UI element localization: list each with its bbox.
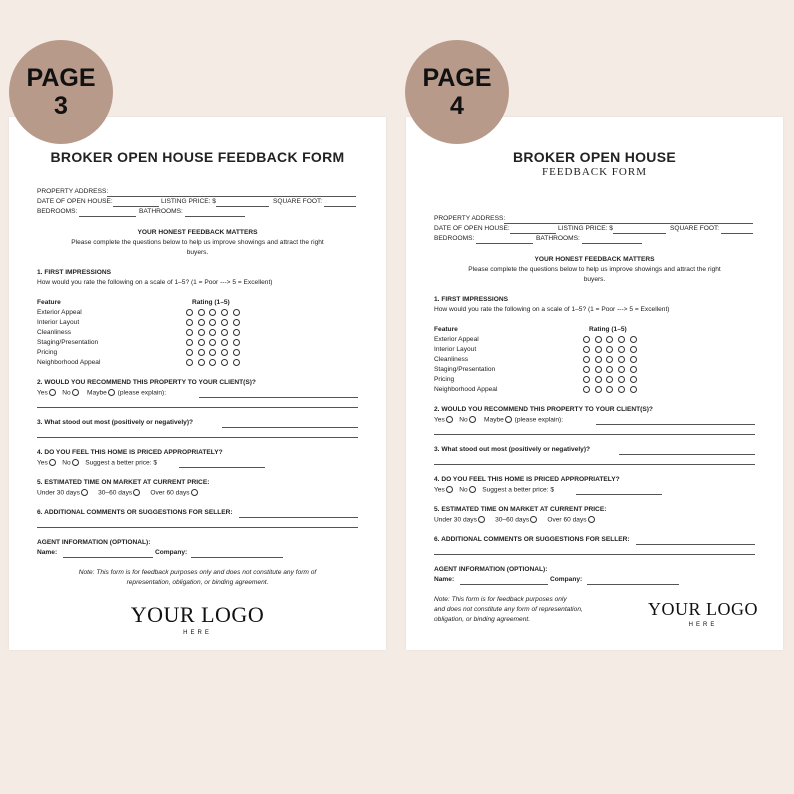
- rating-radio-row: [581, 376, 639, 383]
- rating-radio[interactable]: [233, 319, 240, 326]
- under-30-label: Under 30 days: [37, 489, 80, 497]
- yes-radio[interactable]: [446, 486, 453, 493]
- bedrooms-line[interactable]: [476, 243, 533, 244]
- rating-radio[interactable]: [221, 349, 228, 356]
- no-radio[interactable]: [469, 416, 476, 423]
- q1-text: How would you rate the following on a scale of 1–5? (1 = Poor ---> 5 = Excellent): [434, 306, 670, 313]
- rating-radio[interactable]: [209, 359, 216, 366]
- badge-word: PAGE: [26, 64, 96, 92]
- rating-radio[interactable]: [595, 346, 602, 353]
- q3-line[interactable]: [222, 427, 358, 428]
- rating-radio[interactable]: [618, 376, 625, 383]
- rating-radio[interactable]: [198, 329, 205, 336]
- company-line[interactable]: [191, 557, 283, 558]
- over-60-radio[interactable]: [588, 516, 595, 523]
- page-3-badge: [9, 40, 113, 144]
- rating-radio[interactable]: [198, 349, 205, 356]
- maybe-label: Maybe: [87, 389, 107, 397]
- 30-60-label: 30–60 days: [98, 489, 133, 497]
- rating-radio[interactable]: [186, 309, 193, 316]
- listing-price-line[interactable]: [216, 206, 269, 207]
- rating-radio[interactable]: [630, 386, 637, 393]
- feature-label: Staging/Presentation: [37, 339, 99, 346]
- rating-radio[interactable]: [595, 376, 602, 383]
- under-30-radio[interactable]: [478, 516, 485, 523]
- date-open-house-label: DATE OF OPEN HOUSE:: [37, 198, 113, 205]
- logo-text: YOUR LOGO: [130, 602, 265, 627]
- no-label: No: [62, 389, 71, 397]
- rating-radio-row: [184, 309, 242, 316]
- name-line[interactable]: [63, 557, 153, 558]
- logo-subtext: HERE: [688, 622, 718, 628]
- rating-radio[interactable]: [209, 349, 216, 356]
- feature-label: Pricing: [434, 376, 455, 383]
- badge-number: 4: [450, 92, 464, 120]
- name-label: Name:: [434, 576, 455, 583]
- explain-line-2[interactable]: [37, 407, 358, 408]
- bathrooms-label: BATHROOMS:: [536, 235, 580, 242]
- square-foot-line[interactable]: [721, 233, 753, 234]
- q3-heading: 3. What stood out most (positively or negatively)?: [434, 446, 591, 453]
- feature-label: Staging/Presentation: [434, 366, 496, 373]
- note-label: Note:: [434, 596, 450, 603]
- rating-radio[interactable]: [583, 356, 590, 363]
- form-title: BROKER OPEN HOUSE: [512, 149, 676, 165]
- rating-radio[interactable]: [221, 319, 228, 326]
- q6-heading: 6. ADDITIONAL COMMENTS OR SUGGESTIONS FOR SELLER:: [37, 509, 233, 516]
- feedback-matters-heading: YOUR HONEST FEEDBACK MATTERS: [137, 229, 258, 236]
- rating-radio[interactable]: [209, 319, 216, 326]
- rating-radio[interactable]: [209, 309, 216, 316]
- 30-60-radio[interactable]: [530, 516, 537, 523]
- q3-heading: 3. What stood out most (positively or negatively)?: [37, 419, 194, 426]
- q2-heading: 2. WOULD YOU RECOMMEND THIS PROPERTY TO YOUR CLIENT(S)?: [434, 406, 653, 413]
- listing-price-line[interactable]: [613, 233, 666, 234]
- q4-heading: 4. DO YOU FEEL THIS HOME IS PRICED APPROPRIATELY?: [434, 476, 620, 483]
- feature-label: Neighborhood Appeal: [434, 386, 498, 393]
- rating-radio[interactable]: [606, 386, 613, 393]
- rating-radio-row: [184, 339, 242, 346]
- explain-line-2[interactable]: [434, 434, 755, 435]
- q6-line-2[interactable]: [37, 527, 358, 528]
- feature-label: Pricing: [37, 349, 58, 356]
- q3-line-2[interactable]: [434, 464, 755, 465]
- rating-radio[interactable]: [233, 309, 240, 316]
- yes-label: Yes: [37, 459, 48, 467]
- no-label: No: [62, 459, 71, 467]
- square-foot-line[interactable]: [324, 206, 356, 207]
- feature-label: Interior Layout: [434, 346, 477, 353]
- date-line[interactable]: [510, 233, 556, 234]
- rating-radio[interactable]: [209, 329, 216, 336]
- rating-radio-row: [581, 336, 639, 343]
- agent-heading: AGENT INFORMATION (OPTIONAL):: [434, 566, 548, 573]
- rating-radio[interactable]: [630, 336, 637, 343]
- suggest-price-line[interactable]: [576, 494, 662, 495]
- explain-line[interactable]: [199, 397, 358, 398]
- bedrooms-label: BEDROOMS:: [434, 235, 475, 242]
- yes-radio[interactable]: [49, 459, 56, 466]
- q4-heading: 4. DO YOU FEEL THIS HOME IS PRICED APPROPRIATELY?: [37, 449, 223, 456]
- yes-label: Yes: [434, 486, 445, 494]
- 30-60-label: 30–60 days: [495, 516, 530, 524]
- listing-price-label: LISTING PRICE: $: [558, 225, 613, 232]
- rating-radio[interactable]: [198, 309, 205, 316]
- over-60-label: Over 60 days: [150, 489, 190, 497]
- q2-heading: 2. WOULD YOU RECOMMEND THIS PROPERTY TO YOUR CLIENT(S)?: [37, 379, 256, 386]
- note-line-1: [9, 569, 386, 577]
- rating-radio-row: [184, 349, 242, 356]
- rating-radio[interactable]: [186, 329, 193, 336]
- date-line[interactable]: [113, 206, 159, 207]
- rating-radio[interactable]: [606, 336, 613, 343]
- page-3-form: [9, 117, 386, 650]
- please-explain-label: (please explain):: [514, 416, 564, 424]
- rating-radio[interactable]: [233, 349, 240, 356]
- q6-line-2[interactable]: [434, 554, 755, 555]
- under-30-radio[interactable]: [81, 489, 88, 496]
- feature-label: Cleanliness: [434, 356, 469, 363]
- rating-radio-row: [581, 366, 639, 373]
- rating-radio[interactable]: [618, 336, 625, 343]
- name-label: Name:: [37, 549, 58, 556]
- page-4-form: [406, 117, 783, 650]
- maybe-label: Maybe: [484, 416, 504, 424]
- suggest-price-line[interactable]: [179, 467, 265, 468]
- q1-text: How would you rate the following on a scale of 1–5? (1 = Poor ---> 5 = Excellent): [37, 279, 273, 286]
- no-label: No: [459, 486, 468, 494]
- q3-line[interactable]: [619, 454, 755, 455]
- rating-radio[interactable]: [606, 376, 613, 383]
- property-address-line[interactable]: [504, 223, 753, 224]
- rating-radio[interactable]: [606, 356, 613, 363]
- rating-radio-row: [184, 319, 242, 326]
- rating-header: Rating (1–5): [589, 326, 627, 333]
- rating-radio[interactable]: [618, 386, 625, 393]
- rating-radio[interactable]: [630, 346, 637, 353]
- rating-radio[interactable]: [233, 339, 240, 346]
- rating-radio[interactable]: [221, 329, 228, 336]
- q5-heading: 5. ESTIMATED TIME ON MARKET AT CURRENT PRICE:: [434, 506, 607, 513]
- under-30-label: Under 30 days: [434, 516, 477, 524]
- rating-radio[interactable]: [630, 376, 637, 383]
- rating-radio[interactable]: [583, 386, 590, 393]
- feature-label: Cleanliness: [37, 329, 72, 336]
- name-line[interactable]: [460, 584, 548, 585]
- bedrooms-line[interactable]: [79, 216, 136, 217]
- rating-radio-row: [184, 329, 242, 336]
- property-address-label: PROPERTY ADDRESS:: [434, 215, 506, 222]
- q4-options: [434, 486, 554, 494]
- rating-radio[interactable]: [618, 366, 625, 373]
- badge-word: PAGE: [422, 64, 492, 92]
- q6-line[interactable]: [239, 517, 358, 518]
- note-text: This form is for feedback purposes only: [451, 596, 567, 603]
- rating-radio[interactable]: [186, 319, 193, 326]
- rating-header: Rating (1–5): [192, 299, 230, 306]
- over-60-radio[interactable]: [191, 489, 198, 496]
- feature-label: Exterior Appeal: [434, 336, 479, 343]
- rating-radio[interactable]: [595, 386, 602, 393]
- suggest-price-label: Suggest a better price: $: [85, 459, 158, 467]
- feedback-matters-heading: YOUR HONEST FEEDBACK MATTERS: [534, 256, 655, 263]
- explain-line[interactable]: [596, 424, 755, 425]
- rating-radio[interactable]: [198, 339, 205, 346]
- rating-radio[interactable]: [221, 309, 228, 316]
- logo-subtext: HERE: [183, 630, 212, 636]
- yes-radio[interactable]: [49, 389, 56, 396]
- page-4-badge: [405, 40, 509, 144]
- bedrooms-label: BEDROOMS:: [37, 208, 78, 215]
- yes-label: Yes: [37, 389, 48, 397]
- yes-label: Yes: [434, 416, 445, 424]
- form-subtitle: FEEDBACK FORM: [542, 166, 647, 178]
- rating-radio[interactable]: [209, 339, 216, 346]
- rating-radio[interactable]: [595, 356, 602, 363]
- property-address-line[interactable]: [107, 196, 356, 197]
- rating-radio[interactable]: [618, 356, 625, 363]
- note-label: Note:: [78, 569, 95, 576]
- rating-radio[interactable]: [606, 366, 613, 373]
- rating-radio-row: [581, 386, 639, 393]
- rating-radio[interactable]: [606, 346, 613, 353]
- rating-radio[interactable]: [186, 359, 193, 366]
- company-label: Company:: [155, 549, 188, 556]
- rating-radio[interactable]: [186, 349, 193, 356]
- feature-header: Feature: [434, 326, 458, 333]
- rating-radio[interactable]: [233, 359, 240, 366]
- bathrooms-label: BATHROOMS:: [139, 208, 183, 215]
- rating-radio-row: [581, 346, 639, 353]
- form-title: BROKER OPEN HOUSE FEEDBACK FORM: [50, 149, 345, 165]
- rating-radio[interactable]: [618, 346, 625, 353]
- rating-radio[interactable]: [221, 359, 228, 366]
- company-label: Company:: [550, 576, 583, 583]
- date-open-house-label: DATE OF OPEN HOUSE:: [434, 225, 510, 232]
- note-line-3: obligation, or binding agreement.: [434, 616, 531, 623]
- q5-options: [434, 516, 596, 524]
- maybe-radio[interactable]: [108, 389, 115, 396]
- feedback-matters-text-1: Please complete the questions below to help us improve showings and attract the right: [71, 239, 324, 246]
- maybe-radio[interactable]: [505, 416, 512, 423]
- no-radio[interactable]: [72, 459, 79, 466]
- q2-options: [37, 389, 166, 397]
- bathrooms-line[interactable]: [582, 243, 642, 244]
- rating-radio[interactable]: [233, 329, 240, 336]
- company-line[interactable]: [587, 584, 679, 585]
- suggest-price-label: Suggest a better price: $: [482, 486, 555, 494]
- q6-heading: 6. ADDITIONAL COMMENTS OR SUGGESTIONS FOR SELLER:: [434, 536, 630, 543]
- rating-radio[interactable]: [595, 336, 602, 343]
- feedback-matters-text-2: buyers.: [583, 276, 606, 283]
- note-line-1: [434, 596, 567, 604]
- rating-radio[interactable]: [186, 339, 193, 346]
- logo-text: YOUR LOGO: [648, 599, 758, 619]
- q2-options: [434, 416, 563, 424]
- feedback-matters-text-1: Please complete the questions below to help us improve showings and attract the right: [468, 266, 721, 273]
- feature-header: Feature: [37, 299, 61, 306]
- please-explain-label: (please explain):: [117, 389, 167, 397]
- rating-radio-row: [184, 359, 242, 366]
- yes-radio[interactable]: [446, 416, 453, 423]
- agent-heading: AGENT INFORMATION (OPTIONAL):: [37, 539, 151, 546]
- no-label: No: [459, 416, 468, 424]
- feedback-matters-text-2: buyers.: [186, 249, 209, 256]
- rating-radio[interactable]: [198, 359, 205, 366]
- q1-heading: 1. FIRST IMPRESSIONS: [37, 269, 112, 276]
- rating-radio[interactable]: [583, 366, 590, 373]
- note-line-2: representation, obligation, or binding agreement.: [126, 579, 269, 586]
- rating-radio[interactable]: [630, 366, 637, 373]
- square-foot-label: SQUARE FOOT:: [670, 225, 720, 232]
- rating-radio[interactable]: [583, 376, 590, 383]
- bathrooms-line[interactable]: [185, 216, 245, 217]
- rating-radio[interactable]: [583, 336, 590, 343]
- property-address-label: PROPERTY ADDRESS:: [37, 188, 109, 195]
- badge-number: 3: [54, 92, 68, 120]
- no-radio[interactable]: [469, 486, 476, 493]
- q4-options: [37, 459, 157, 467]
- rating-radio[interactable]: [198, 319, 205, 326]
- rating-radio[interactable]: [583, 346, 590, 353]
- 30-60-radio[interactable]: [133, 489, 140, 496]
- listing-price-label: LISTING PRICE: $: [161, 198, 216, 205]
- feature-label: Neighborhood Appeal: [37, 359, 101, 366]
- note-line-2: and does not constitute any form of representation,: [434, 606, 583, 613]
- q6-line[interactable]: [636, 544, 755, 545]
- square-foot-label: SQUARE FOOT:: [273, 198, 323, 205]
- feature-label: Interior Layout: [37, 319, 80, 326]
- q3-line-2[interactable]: [37, 437, 358, 438]
- rating-radio-row: [581, 356, 639, 363]
- no-radio[interactable]: [72, 389, 79, 396]
- note-text: This form is for feedback purposes only and does not constitute any form of: [96, 569, 317, 576]
- logo-placeholder: [638, 599, 768, 628]
- rating-radio[interactable]: [595, 366, 602, 373]
- q5-options: [37, 489, 199, 497]
- q5-heading: 5. ESTIMATED TIME ON MARKET AT CURRENT PRICE:: [37, 479, 210, 486]
- rating-radio[interactable]: [630, 356, 637, 363]
- logo-placeholder: [9, 602, 386, 636]
- rating-radio[interactable]: [221, 339, 228, 346]
- over-60-label: Over 60 days: [547, 516, 587, 524]
- q1-heading: 1. FIRST IMPRESSIONS: [434, 296, 509, 303]
- feature-label: Exterior Appeal: [37, 309, 82, 316]
